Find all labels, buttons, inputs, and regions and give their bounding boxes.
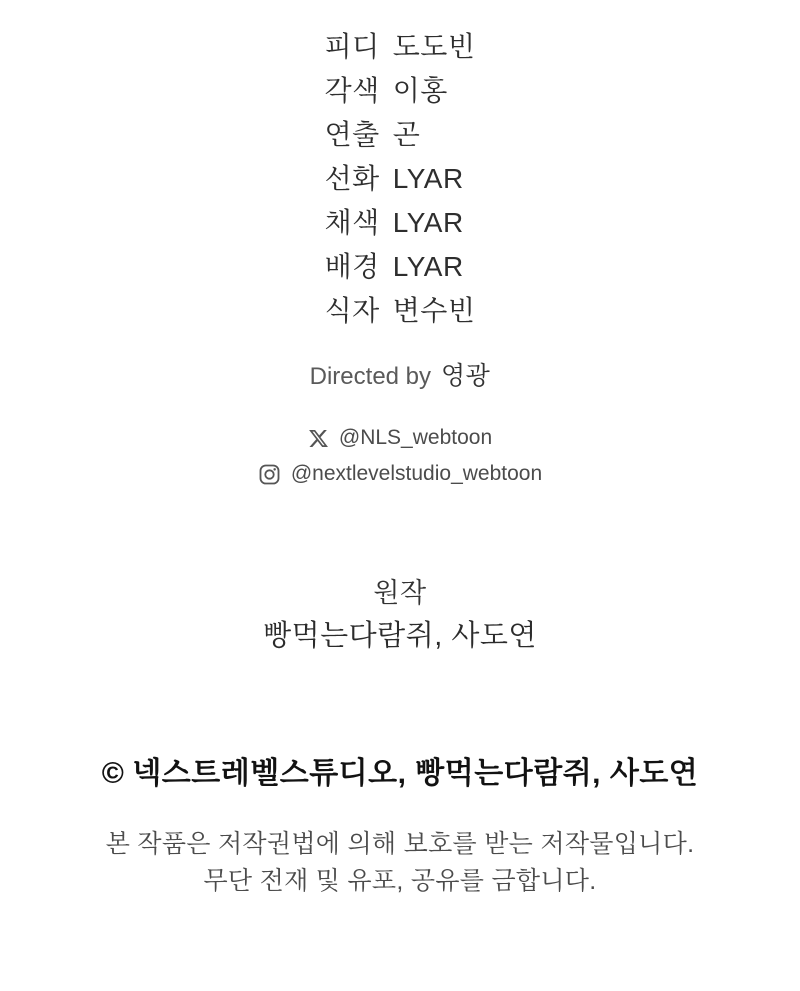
credit-name: LYAR	[392, 163, 464, 194]
credit-name: LYAR	[392, 251, 464, 282]
copyright-symbol: ©	[101, 757, 125, 790]
x-handle: @NLS_webtoon	[338, 426, 493, 449]
director-name: 영광	[441, 362, 491, 390]
instagram-handle: @nextlevelstudio_webtoon	[290, 462, 543, 485]
staff-credits-list	[325, 25, 476, 333]
instagram-handle-row	[0, 456, 800, 492]
credit-name: 이홍	[392, 75, 448, 106]
notice-line-2: 무단 전재 및 유포, 공유를 금합니다.	[203, 867, 597, 895]
x-handle-row	[0, 420, 800, 456]
credit-role: 식자	[324, 295, 380, 326]
credit-name: 곤	[392, 119, 421, 150]
credit-row	[325, 69, 476, 113]
original-work-heading: 원작	[373, 578, 427, 608]
credit-name: 변수빈	[392, 295, 476, 326]
credit-role: 채색	[324, 207, 380, 238]
copyright-line	[0, 755, 800, 793]
credit-row	[325, 245, 476, 289]
credit-row	[325, 289, 476, 333]
credit-name: 도도빈	[392, 31, 476, 62]
original-work-authors: 빵먹는다람쥐, 사도연	[263, 620, 537, 652]
staff-credits	[0, 25, 800, 333]
copyright-notice	[0, 826, 800, 900]
copyright-holders: 넥스트레벨스튜디오, 빵먹는다람쥐, 사도연	[132, 757, 699, 790]
credit-row	[325, 201, 476, 245]
social-links	[0, 420, 800, 492]
credit-role: 피디	[324, 31, 380, 62]
credit-row	[325, 113, 476, 157]
credit-role: 연출	[324, 119, 380, 150]
x-logo-icon	[308, 428, 329, 449]
instagram-icon	[258, 463, 281, 486]
credit-row	[325, 25, 476, 69]
notice-line-1: 본 작품은 저작권법에 의해 보호를 받는 저작물입니다.	[105, 830, 695, 858]
original-work-section	[0, 576, 800, 654]
credit-role: 선화	[324, 163, 380, 194]
credit-row	[325, 157, 476, 201]
credit-role: 각색	[324, 75, 380, 106]
credit-name: LYAR	[392, 207, 464, 238]
directed-by-label: Directed by	[309, 363, 432, 390]
directed-by-line	[0, 360, 800, 393]
credit-role: 배경	[324, 251, 380, 282]
